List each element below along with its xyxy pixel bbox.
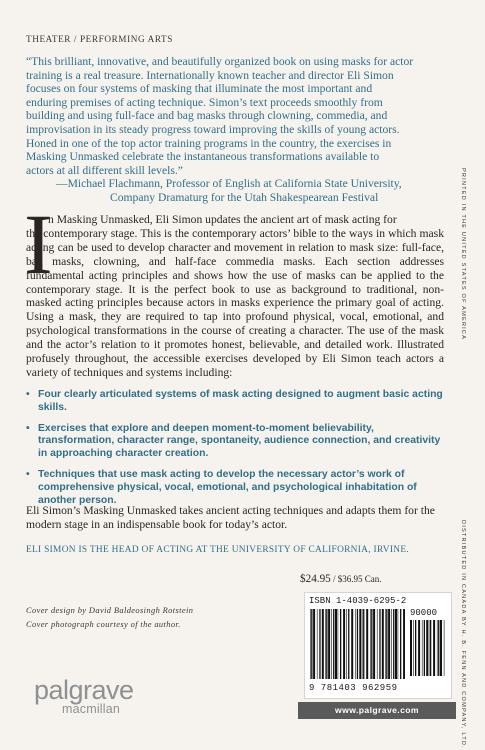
barcode-bar [371, 609, 372, 679]
barcode-bar [426, 620, 428, 676]
quote-attribution-1: —Michael Flachmann, Professor of English at California State University, [56, 177, 402, 191]
category-label: THEATER / PERFORMING ARTS [26, 34, 173, 44]
barcode-bar [359, 609, 361, 679]
barcode-bar [440, 620, 442, 676]
barcode-bar [415, 620, 416, 676]
barcode-bar [393, 609, 394, 679]
barcode-bar [403, 609, 405, 679]
barcode-bar [437, 620, 438, 676]
barcode-bar [370, 609, 371, 679]
quote-line: Masking Unmasked celebrate the instantaneous transformations available to [26, 150, 380, 164]
description-first-line: n Masking Unmasked, Eli Simon updates the ancient art of mask acting for [48, 213, 397, 226]
barcode-bar [377, 609, 378, 679]
quote-line: “This brilliant, innovative, and beautifully organized book on using masks for actor [26, 55, 414, 68]
logo-main: palgrave [34, 675, 134, 705]
list-item: • Four clearly articulated systems of mask acting designed to augment basic acting skills. [26, 389, 443, 413]
barcode-bar [373, 609, 375, 679]
barcode-bar [382, 609, 384, 679]
publisher-logo [34, 676, 134, 716]
barcode-bar [418, 620, 420, 676]
barcode-bar [429, 620, 430, 676]
list-item: • Techniques that use mask acting to develop the necessary actor’s work of comprehensive physical, vocal, emotional, and psychological inhabitation of another person. [26, 468, 417, 506]
barcode-bar [400, 609, 401, 679]
cover-credits [26, 604, 193, 631]
quote-line: Honed in one of the top actor training programs in the country, the exercises in [26, 136, 392, 150]
bullet-icon: • [26, 422, 30, 434]
barcode-bar [340, 609, 341, 679]
barcode-bar [422, 620, 423, 676]
barcode-bar [430, 620, 431, 676]
barcode-bar [395, 609, 397, 679]
quote-text [26, 55, 413, 177]
barcode-bar [410, 620, 412, 676]
quote-line: actors at all different skill levels.” [26, 163, 183, 177]
price [300, 573, 382, 585]
bullet-icon: • [26, 389, 30, 400]
barcode-bar [346, 609, 347, 679]
barcode-bar [424, 620, 425, 676]
barcode-bar [317, 609, 318, 679]
barcode-bar [355, 609, 356, 679]
barcode-bar [391, 609, 392, 679]
side-text-bottom: DISTRIBUTED IN CANADA BY H. B. FENN AND COMPANY, LTD. [460, 520, 466, 749]
barcode-bar [388, 609, 390, 679]
author-note: ELI SIMON IS THE HEAD OF ACTING AT THE UNIVERSITY OF CALIFORNIA, IRVINE. [26, 545, 409, 555]
barcode-bar [357, 609, 358, 679]
barcode-bar [379, 609, 380, 679]
barcode-bar [333, 609, 334, 679]
barcode-bar [343, 609, 345, 679]
barcode-bar [313, 609, 315, 679]
barcode-bar [348, 609, 349, 679]
bullet-icon: • [26, 468, 30, 480]
quote-attribution-2: Company Dramaturg for the Utah Shakespearean Festival [110, 190, 379, 204]
side-text-top: PRINTED IN THE UNITED STATES OF AMERICA [460, 168, 466, 341]
barcode-bar [319, 609, 320, 679]
barcode-bar [398, 609, 399, 679]
price-us: $24.95 [300, 573, 331, 585]
barcode-bar [444, 620, 445, 676]
barcode-bar [335, 609, 337, 679]
endorsement-quote [26, 55, 444, 205]
logo-sub: macmillan [62, 702, 121, 716]
barcode-bar [362, 609, 363, 679]
quote-line: building and using full-face and bag masks through clowning, commedia, and [26, 109, 388, 123]
barcode-bar [413, 620, 414, 676]
barcode-bar [366, 609, 368, 679]
barcode-bar [311, 609, 312, 679]
barcode-bar [433, 620, 435, 676]
design-credit: Cover design by David Baldeosingh Rotstein [26, 606, 194, 615]
description-rest: the contemporary stage. This is the contemporary actors’ bible to the ways in which mask acting can be used to develop character and movement in relation to mask size: full-face, bag masks, clowning, and half-face commedia masks. Each section addresses fundamental acting principles and shows how the use of masks can be applied to the contemporary stage. It is the perfect book to use as background to traditional, non-masked acting principles because actors in masks experience the primary goal of acting. Using a mask, they are required to tap into profound physical, vocal, emotional, and psychological transformations in the course of creating a character. The use of the mask and the actor’s relation to it promotes honest, believable, and detailed work. Illustrated profusely throughout, the accessible exercises developed by Eli Simon teach actors a variety of techniques and systems including: [26, 226, 444, 379]
barcode-bar [322, 609, 324, 679]
website-link[interactable]: www.palgrave.com [298, 702, 456, 719]
quote-line: focuses on four systems of masking that illuminate the most important and [26, 82, 373, 96]
barcode-bar [310, 609, 311, 679]
barcode-addon-number: 90000 [410, 608, 438, 618]
barcode-bar [438, 620, 439, 676]
barcode-bar [331, 609, 332, 679]
barcode-addon-icon [409, 620, 445, 676]
ean-number: 9 781403 962959 [309, 683, 398, 693]
photo-credit: Cover photograph courtesy of the author. [26, 619, 181, 629]
barcode-bar [385, 609, 386, 679]
quote-line: enduring premises of acting technique. Simon’s text proceeds smoothly from [26, 95, 383, 109]
barcode-bar [338, 609, 339, 679]
description-paragraph [26, 213, 444, 380]
barcode-bar [386, 609, 387, 679]
closing-paragraph: Eli Simon’s Masking Unmasked takes ancient acting techniques and adapts them for the modern stage in an indispensable book for today’s actor. [26, 504, 435, 531]
list-item: • Exercises that explore and deepen moment-to-moment believability, transformation, character range, spontaneity, audience connection, and creativity in approaching character creation. [26, 422, 441, 460]
drop-cap: I [24, 196, 53, 292]
quote-line: improvisation in its steady progress toward improving the skills of young actors. [26, 122, 400, 136]
quote-line: training is a real treasure. Internationally known teacher and director Eli Simon [26, 68, 394, 82]
feature-list [26, 389, 444, 515]
barcode-bar [326, 609, 327, 679]
barcode-bar [351, 609, 353, 679]
price-can: / $36.95 Can. [330, 574, 382, 584]
isbn-text: ISBN 1-4039-6295-2 [309, 596, 407, 606]
barcode-icon [309, 609, 405, 679]
barcode-bar [325, 609, 326, 679]
barcode-bar [363, 609, 364, 679]
barcode-bar [328, 609, 330, 679]
